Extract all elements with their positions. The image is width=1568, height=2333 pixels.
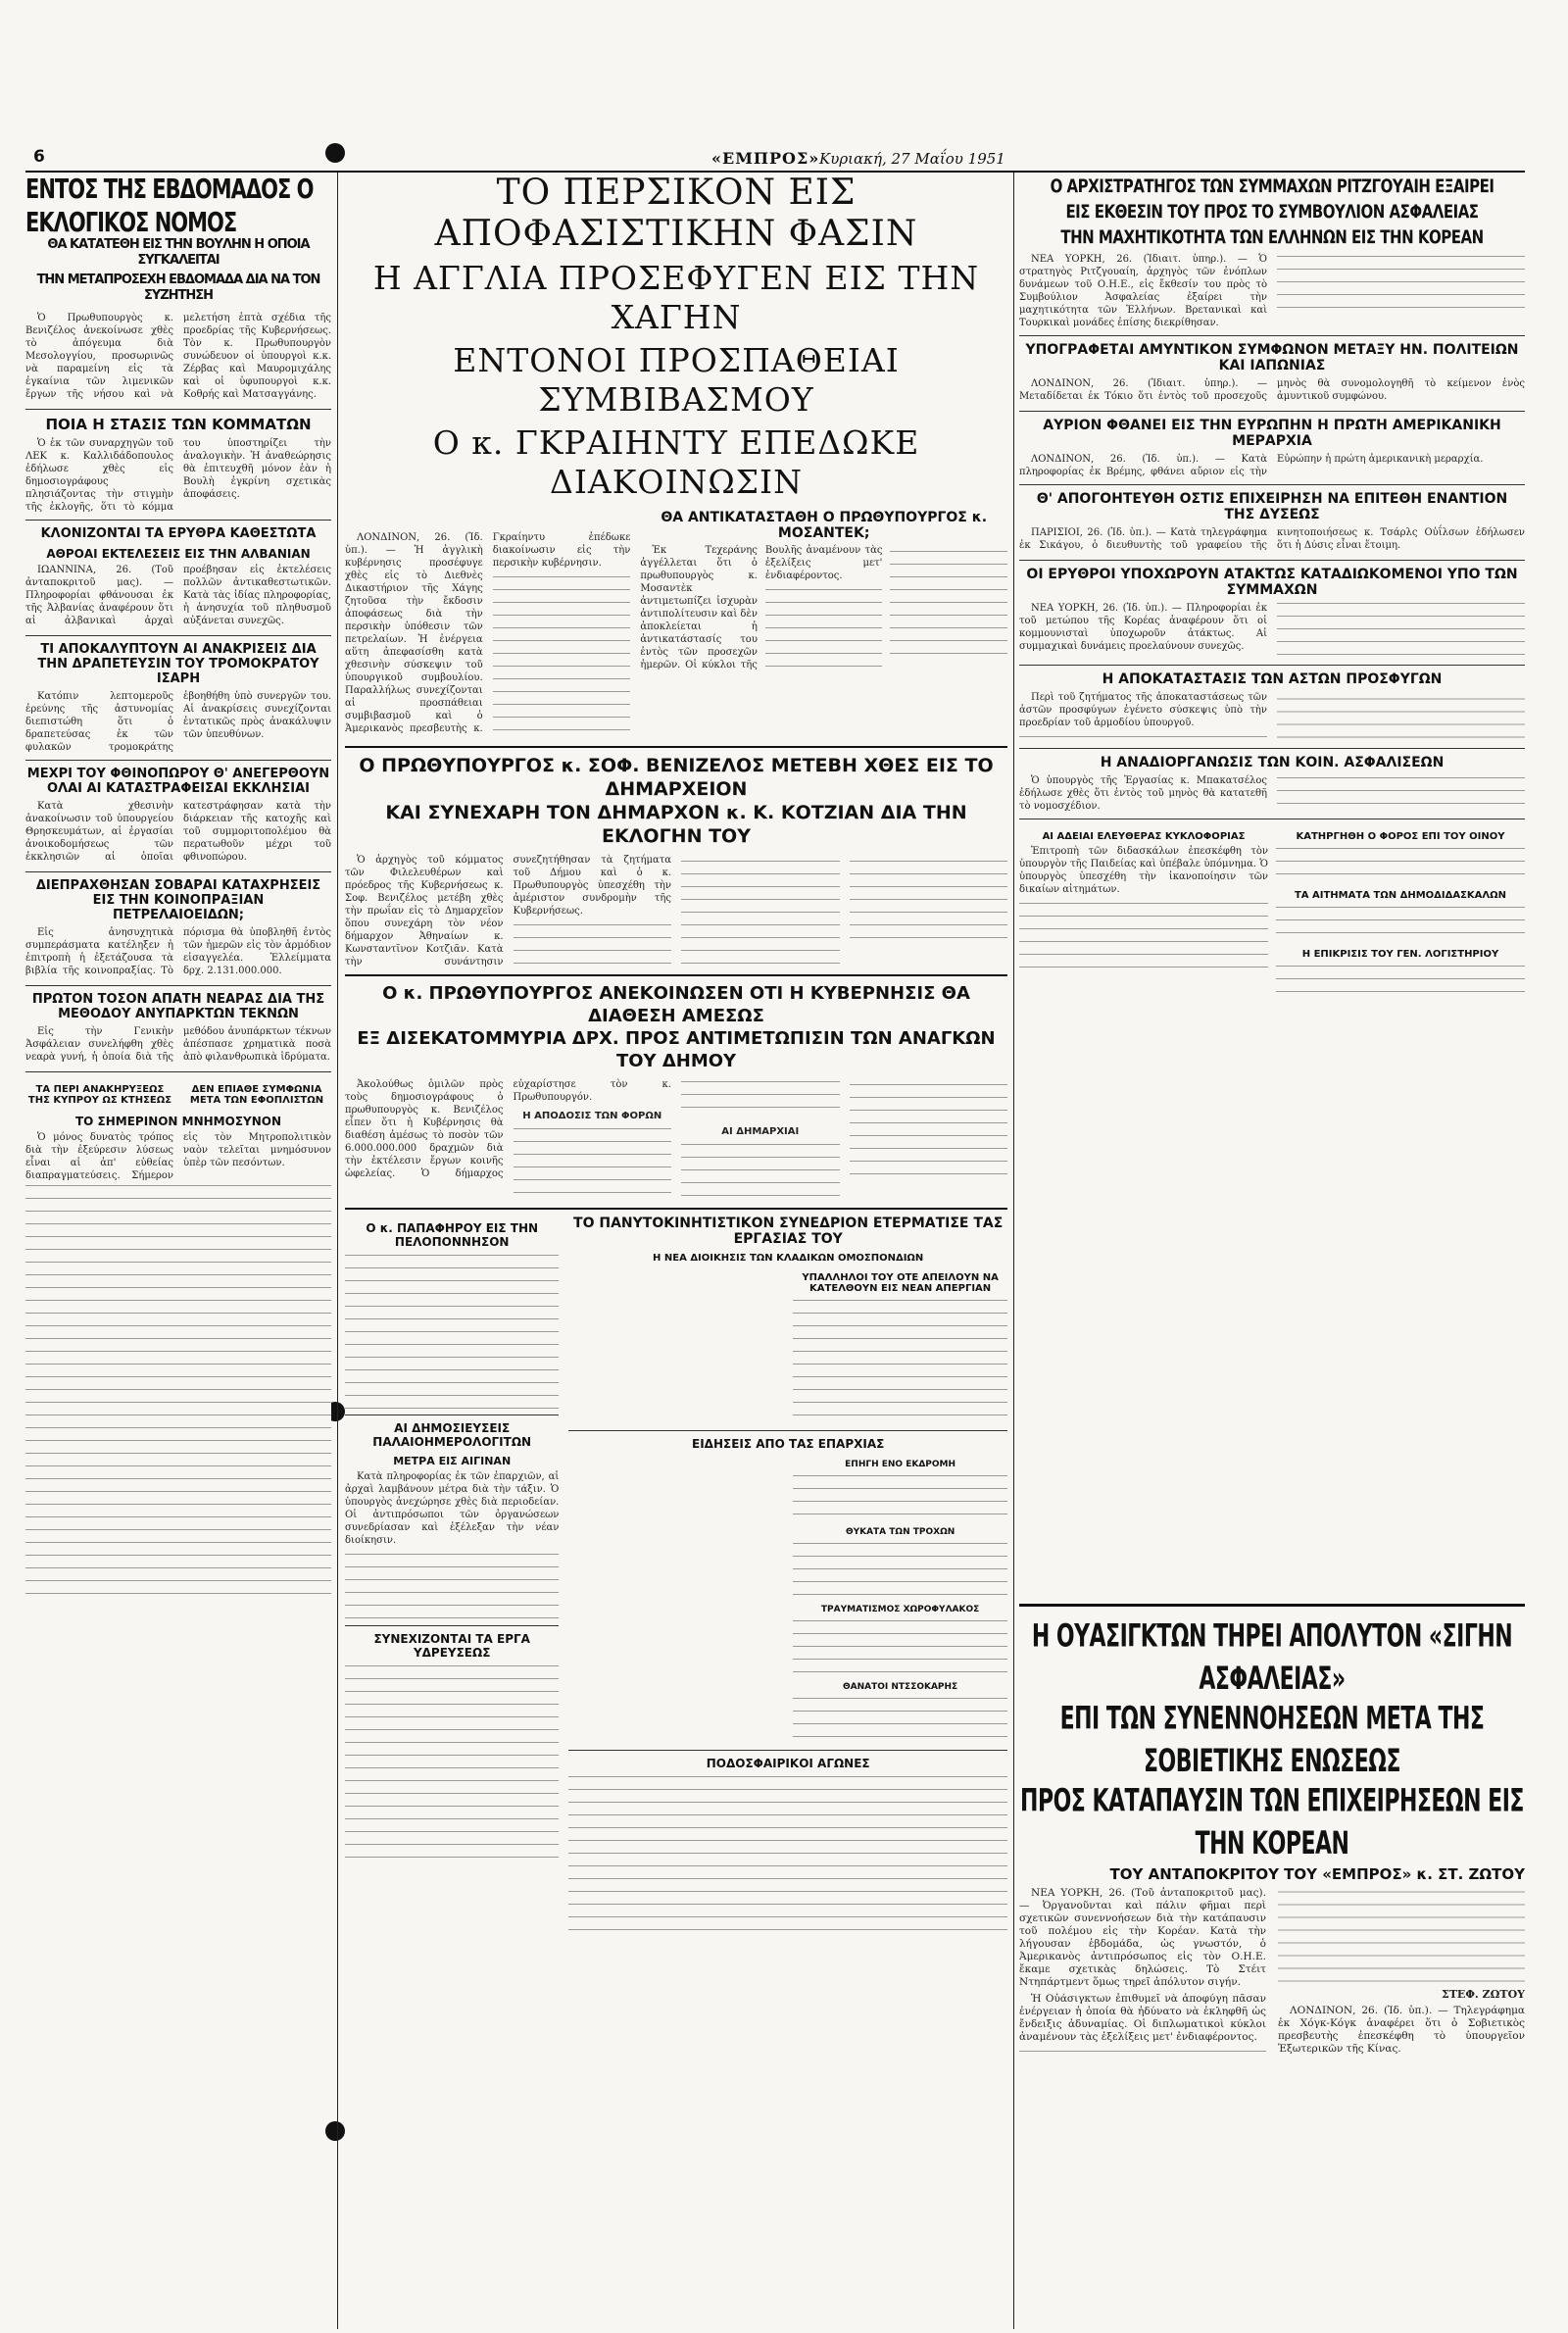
article-paragraph: Περὶ τοῦ ζητήματος τῆς ἀποκαταστάσεως τῶν ἀστῶν προσφύγων ἐγένετο σύσκεψις ὑπὸ τὴν προεδρίαν τοῦ ἁρμοδίου ὑπουργοῦ. — [1019, 692, 1267, 728]
article-division-body — [1019, 453, 1525, 478]
headline-ridgway-l1: Ο ΑΡΧΙΣΤΡΑΤΗΓΟΣ ΤΩΝ ΣΥΜΜΑΧΩΝ ΡΙΤΖΓΟΥΑΙΗ ΕΞΑΙΡΕΙ — [1050, 174, 1494, 197]
subhead-new-administration: Η ΝΕΑ ΔΙΟΙΚΗΣΙΣ ΤΩΝ ΚΛΑΔΙΚΩΝ ΟΜΟΣΠΟΝΔΙΩΝ — [653, 1253, 924, 1264]
headline-electoral-law-l3: ΤΗΝ ΜΕΤΑΠΡΟΣΕΧΗ ΕΒΔΟΜΑΔΑ ΔΙΑ ΝΑ ΤΟΝ ΣΥΖΗΤΗΣΗ — [36, 273, 320, 303]
headline-grady-note: Ο κ. ΓΚΡΑΙΗΝΤΥ ΕΠΕΔΩΚΕ ΔΙΑΚΟΙΝΩΣΙΝ — [432, 423, 920, 501]
subhead-mossadegh: ΘΑ ΑΝΤΙΚΑΤΑΣΤΑΘΗ Ο ΠΡΩΘΥΠΟΥΡΓΟΣ κ. ΜΟΣΑΝΤΕΚ; — [661, 510, 988, 541]
subhead-us-division: ΑΥΡΙΟΝ ΦΘΑΝΕΙ ΕΙΣ ΤΗΝ ΕΥΡΩΠΗΝ Η ΠΡΩΤΗ ΑΜΕΡΙΚΑΝΙΚΗ ΜΕΡΑΡΧΙΑ — [1043, 418, 1501, 449]
headline-persian: ΤΟ ΠΕΡΣΙΚΟΝ ΕΙΣ ΑΠΟΦΑΣΙΣΤΙΚΗΝ ΦΑΣΙΝ — [434, 173, 918, 254]
article-albania-body — [25, 564, 331, 629]
text-columns-filler — [793, 1472, 1007, 1521]
article-paragraph: Κατὰ χθεσινὴν ἀνακοίνωσιν τοῦ ὑπουργείου Θρησκευμάτων, αἱ ἐργασίαι ἀνοικοδομήσεως τῶν ἐκκλησιῶν αἱ ὁποῖαι κατεστράφησαν κατὰ τὴν διάρκειαν τῆς κατοχῆς καὶ τοῦ συμμοριτοπολέμου θὰ περατωθοῦν μέχρι τοῦ φθινοπώρου. — [25, 801, 331, 863]
subhead-social-insurance: Η ΑΝΑΔΙΟΡΓΑΝΩΣΙΣ ΤΩΝ ΚΟΙΝ. ΑΣΦΑΛΙΣΕΩΝ — [1100, 754, 1445, 770]
article-washington-body — [1019, 1887, 1525, 2060]
subhead-refugees: Η ΑΠΟΚΑΤΑΣΤΑΣΙΣ ΤΩΝ ΑΣΤΩΝ ΠΡΟΣΦΥΓΩΝ — [1102, 671, 1443, 687]
subhead-provinces-news: ΕΙΔΗΣΕΙΣ ΑΠΟ ΤΑΣ ΕΠΑΡΧΙΑΣ — [692, 1437, 885, 1451]
byline-zotos: ΤΟΥ ΑΝΤΑΠΟΚΡΙΤΟΥ ΤΟΥ «ΕΜΠΡΟΣ» κ. ΣΤ. ΖΩΤΟΥ — [1109, 1865, 1525, 1883]
article-paragraph: Ὁ ἀρχηγὸς τοῦ κόμματος τῶν Φιλελευθέρων καὶ πρόεδρος τῆς Κυβερνήσεως κ. Σοφ. Βενιζέλος μετέβη χθὲς τὴν πρωΐαν εἰς τὸ Δημαρχεῖον ὅπου συνεχάρη τὸν νέον δήμαρχον Ἀθηναίων κ. Κωνσταντῖνον Κοτζιᾶν. Κατὰ τὴν συνάντησιν συνεζητήθησαν τὰ ζητήματα τοῦ Δήμου καὶ ὁ κ. Πρωθυπουργὸς ὑπεσχέθη τὴν ἀμέριστον συνδρομὴν τῆς Κυβερνήσεως. — [345, 855, 671, 968]
subhead-west-attack: Θ' ΑΠΟΓΟΗΤΕΥΘΗ ΟΣΤΙΣ ΕΠΙΧΕΙΡΗΣΗ ΝΑ ΕΠΙΤΕΘΗ ΕΝΑΝΤΙΟΝ ΤΗΣ ΔΥΣΕΩΣ — [1036, 491, 1508, 522]
article-paragraph: Ὁ ὑπουργὸς τῆς Ἐργασίας κ. Μπακατσέλος ἐδήλωσε χθὲς ὅτι ἐντὸς τοῦ μηνὸς θὰ κατατεθῆ τὸ νομοσχέδιον. — [1019, 774, 1267, 812]
article-electoral-law-body — [25, 312, 331, 403]
text-columns-filler — [793, 1617, 1007, 1676]
article-paragraph: ΛΟΝΔΙΝΟΝ, 26. (Ἰδ. ὑπ.). — Ἡ ἀγγλικὴ κυβέρνησις προσέφυγε χθὲς εἰς τὸ Διεθνὲς Δικαστήριον τῆς Χάγης ζητοῦσα τὴν ἔκδοσιν ἀποφάσεως διὰ τὴν περσικὴν ὑπόθεσιν τῶν πετρελαίων. Ἡ ἐνέργεια αὕτη ἀπεφασίσθη κατὰ χθεσινὴν σύσκεψιν τοῦ ὑπουργικοῦ συμβουλίου. Παραλλήλως συνεχίζονται αἱ προσπάθειαι συμβιβασμοῦ καὶ ὁ Ἀμερικανὸς πρεσβευτὴς κ. Γκραίηντυ ἐπέδωκε διακοίνωσιν εἰς τὴν περσικὴν κυβέρνησιν. — [345, 532, 631, 734]
article-paragraph: ΛΟΝΔΙΝΟΝ, 26. (Ἰδ. ὑπ.). — Τηλεγράφημα ἐκ Χόγκ-Κόγκ ἀναφέρει ὅτι ὁ Σοβιετικὸς πρεσβευτὴς ἐπεσκέφθη τὸ ὑπουργεῖον Ἐξωτερικῶν τῆς Κίνας. — [1278, 2004, 1525, 2055]
subhead-japan-pact: ΥΠΟΓΡΑΦΕΤΑΙ ΑΜΥΝΤΙΚΟΝ ΣΥΜΦΩΝΟΝ ΜΕΤΑΞΥ ΗΝ. ΠΟΛΙΤΕΙΩΝ ΚΑΙ ΙΑΠΩΝΙΑΣ — [1025, 342, 1519, 373]
text-columns-filler — [345, 1252, 559, 1409]
article-paragraph: Ἐκ Τεχεράνης ἀγγέλλεται ὅτι ὁ πρωθυπουργὸς κ. Μοσαντὲκ ἀντιμετωπίζει ἰσχυρὰν ἀντιπολίτευσιν καὶ δὲν ἀποκλείεται ἡ ἀντικατάστασίς του ἐντὸς τῶν προσεχῶν ἡμερῶν. Οἱ κύκλοι τῆς Βουλῆς ἀναμένουν τὰς ἐξελίξεις μετ' ἐνδιαφέροντος. — [640, 545, 883, 670]
headline-england-hague: Η ΑΓΓΛΙΑ ΠΡΟΣΕΦΥΓΕΝ ΕΙΣ ΤΗΝ ΧΑΓΗΝ — [372, 259, 980, 336]
article-japan-body — [1019, 377, 1525, 405]
headline-venizelos-town-hall-l2: ΚΑΙ ΣΥΝΕΧΑΡΗ ΤΟΝ ΔΗΜΑΡΧΟΝ κ. Κ. ΚΟΤΖΙΑΝ ΔΙΑ ΤΗΝ ΕΚΛΟΓΗΝ ΤΟΥ — [385, 802, 967, 847]
subhead-churches-rebuilt: ΜΕΧΡΙ ΤΟΥ ΦΘΙΝΟΠΩΡΟΥ Θ' ΑΝΕΓΕΡΘΟΥΝ ΟΛΑΙ ΑΙ ΚΑΤΑΣΤΡΑΦΕΙΣΑΙ ΕΚΚΛΗΣΙΑΙ — [26, 767, 330, 796]
text-columns-filler — [25, 1182, 331, 1594]
article-provinces-body — [345, 1470, 559, 1547]
article-west-body — [1019, 526, 1525, 554]
article-paragraph: ΙΩΑΝΝΙΝΑ, 26. (Τοῦ ἀνταποκριτοῦ μας). — Πληροφορίαι φθάνουσαι ἐκ τῆς Ἀλβανίας ἀναφέρουν ὅτι αἱ ἀλβανικαὶ ἀρχαὶ προέβησαν εἰς ἐκτελέσεις πολλῶν ἀντικαθεστωτικῶν. Κατὰ τὰς ἰδίας πληροφορίας, ἡ ἀνησυχία τοῦ πληθυσμοῦ αὐξάνεται συνεχῶς. — [25, 565, 331, 626]
article-churches-body — [25, 800, 331, 866]
text-columns-filler — [1276, 845, 1525, 884]
text-columns-filler — [493, 573, 631, 740]
text-columns-filler — [345, 1551, 559, 1619]
subhead-deaths: ΘΑΝΑΤΟΙ ΝΤΣΣΟΚΑΡΗΣ — [842, 1682, 958, 1692]
text-columns-filler — [568, 1773, 1007, 1940]
right-column — [1019, 173, 1525, 1604]
headline-six-billion-l2: ΕΞ ΔΙΣΕΚΑΤΟΜΜΥΡΙΑ ΔΡΧ. ΠΡΟΣ ΑΝΤΙΜΕΤΩΠΙΣΙΝ ΤΩΝ ΑΝΑΓΚΩΝ ΤΟΥ ΔΗΜΟΥ — [357, 1028, 996, 1071]
article-paragraph: Κατόπιν λεπτομεροῦς ἐρεύνης τῆς ἀστυνομίας διεπιστώθη ὅτι ὁ δραπετεύσας ἐκ τῶν φυλακῶν τρομοκράτης ἐβοηθήθη ὑπὸ συνεργῶν του. Αἱ ἀνακρίσεις συνεχίζονται ἐντατικῶς πρὸς ἀνακάλυψιν τῶν ὑπευθύνων. — [25, 691, 331, 753]
signature-zotos: ΣΤΕΦ. ΖΩΤΟΥ — [1441, 1987, 1525, 2001]
article-paragraph: ΠΑΡΙΣΙΟΙ, 26. (Ἰδ. ὑπ.). — Κατὰ τηλεγράφημα ἐκ Σικάγου, ὁ διευθυντὴς τοῦ γραφείου τῆς κινητοποιήσεως κ. Τσάρλς Οὐΐλσων ἐδήλωσεν ὅτι ἡ Δύσις εἶναι ἕτοιμη. — [1019, 527, 1525, 551]
headline-venizelos-town-hall-l1: Ο ΠΡΩΘΥΠΟΥΡΓΟΣ κ. ΣΟΦ. ΒΕΝΙΖΕΛΟΣ ΜΕΤΕΒΗ ΧΘΕΣ ΕΙΣ ΤΟ ΔΗΜΑΡΧΕΙΟΝ — [359, 755, 994, 800]
subhead-petroleum-abuses: ΔΙΕΠΡΑΧΘΗΣΑΝ ΣΟΒΑΡΑΙ ΚΑΤΑΧΡΗΣΕΙΣ ΕΙΣ ΤΗΝ ΚΟΙΝΟΠΡΑΞΙΑΝ ΠΕΤΡΕΛΑΙΟΕΙΔΩΝ; — [35, 878, 321, 922]
article-six-billion-body — [345, 1078, 1007, 1202]
page-number: 6 — [33, 147, 45, 167]
center-column — [345, 173, 1007, 2329]
subhead-albania-executions: ΑΘΡΟΑΙ ΕΚΤΕΛΕΣΕΙΣ ΕΙΣ ΤΗΝ ΑΛΒΑΝΙΑΝ — [46, 547, 311, 561]
article-paragraph: Ὁ μόνος δυνατὸς τρόπος διὰ τὴν ἐξεύρεσιν λύσεως εἶναι αἱ ἀπ' εὐθείας διαπραγματεύσεις. Σήμερον εἰς τὸν Μητροπολιτικὸν ναὸν τελεῖται μνημόσυνον ὑπὲρ τῶν πεσόντων. — [25, 1132, 331, 1181]
article-memorial-body — [25, 1131, 331, 1182]
subhead-shipowners: ΔΕΝ ΕΠΙΑΘΕ ΣΥΜΦΩΝΙΑ ΜΕΤΑ ΤΩΝ ΕΦΟΠΛΙΣΤΩΝ — [189, 1084, 324, 1106]
article-teachers-body — [1019, 845, 1268, 896]
subhead-water-works: ΣΥΝΕΧΙΖΟΝΤΑΙ ΤΑ ΕΡΓΑ ΥΔΡΕΥΣΕΩΣ — [373, 1632, 530, 1660]
headline-ridgway-l3: ΤΗΝ ΜΑΧΗΤΙΚΟΤΗΤΑ ΤΩΝ ΕΛΛΗΝΩΝ ΕΙΣ ΤΗΝ ΚΟΡΕΑΝ — [1060, 225, 1484, 248]
left-column — [25, 173, 331, 2319]
subhead-memorial: ΤΟ ΣΗΜΕΡΙΝΟΝ ΜΝΗΜΟΣΥΝΟΝ — [74, 1115, 281, 1128]
subhead-cyprus: ΤΑ ΠΕΡΙ ΑΝΑΚΗΡΥΞΕΩΣ ΤΗΣ ΚΥΠΡΟΥ ΩΣ ΚΤΗΣΕΩΣ — [27, 1084, 172, 1106]
subhead-tax-return: Η ΑΠΟΔΟΣΙΣ ΤΩΝ ΦΟΡΩΝ — [522, 1111, 662, 1121]
article-paragraph: ΝΕΑ ΥΟΡΚΗ, 26. (Τοῦ ἀνταποκριτοῦ μας). — Ὀργανοῦνται καὶ πάλιν φῆμαι περὶ σχετικῶν συνεννοήσεων διὰ τὴν κατάπαυσιν τοῦ πολέμου εἰς τὴν Κορέαν. Κατὰ τὴν λήγουσαν ἑβδομάδα, ὡς γνωστόν, ὁ Ἀμερικανὸς ἀντιπρόσωπος εἰς τὸν Ο.Η.Ε. ἔκαμε σχετικὰς δηλώσεις. Τὸ Στέιτ Ντηπάρτμεντ ὅμως τηρεῖ ἀπόλυτον σιγήν. — [1019, 1887, 1266, 1988]
subhead-excursion: ΕΠΗΓΗ ΕΝΟ ΕΚΔΡΟΜΗ — [845, 1460, 956, 1469]
subhead-papafirou: Ο κ. ΠΑΠΑΦΗΡΟΥ ΕΙΣ ΤΗΝ ΠΕΛΟΠΟΝΝΗΣΟΝ — [366, 1221, 539, 1249]
article-paragraph: ΝΕΑ ΥΟΡΚΗ, 26. (Ἰδ. ὑπ.). — Πληροφορίαι ἐκ τοῦ μετώπου τῆς Κορέας ἀναφέρουν ὅτι οἱ κομμουνισταὶ ὑποχωροῦν ἀτάκτως. Αἱ συμμαχικαὶ δυνάμεις προελαύνουν συνεχῶς. — [1019, 603, 1267, 652]
subhead-automobile-congress: ΤΟ ΠΑΝΥΤΟΚΙΝΗΤΙΣΤΙΚΟΝ ΣΥΝΕΔΡΙΟΝ ΕΤΕΡΜΑΤΙΣΕ ΤΑΣ ΕΡΓΑΣΙΑΣ ΤΟΥ — [573, 1216, 1004, 1247]
article-refugees-body — [1019, 691, 1525, 742]
article-paragraph: Ἐπιτροπὴ τῶν διδασκάλων ἐπεσκέφθη τὸν ὑπουργὸν τῆς Παιδείας καὶ ὑπέβαλε ὑπόμνημα. Ὁ ὑπουργὸς ὑπεσχέθη τὴν ἱκανοποίησιν τῶν δικαίων αἰτημάτων. — [1019, 845, 1268, 895]
article-petroleum-body — [25, 926, 331, 979]
subhead-teachers-demands: ΤΑ ΑΙΤΗΜΑΤΑ ΤΩΝ ΔΗΜΟΔΙΔΑΣΚΑΛΩΝ — [1294, 889, 1507, 901]
article-paragraph: Ἡ Οὐάσιγκτων ἐπιθυμεῖ νὰ ἀποφύγη πᾶσαν ἐνέργειαν ἡ ὁποία θὰ ἠδύνατο νὰ ἐκληφθῆ ὡς ἔνδειξις ἀδυναμίας. Οἱ διπλωματικοὶ κύκλοι ἀναμένουν τὰς ἐξελίξεις μετ' ἐνδιαφέροντος. — [1019, 1993, 1266, 2043]
headline-compromise: ΕΝΤΟΝΟΙ ΠΡΟΣΠΑΘΕΙΑΙ ΣΥΜΒΙΒΑΣΜΟΥ — [453, 341, 900, 419]
article-paragraph: Ὁ Πρωθυπουργὸς κ. Βενιζέλος ἀνεκοίνωσε χθὲς τὸ ἀπόγευμα διὰ Μεσολογγίου, προσωρινῶς νὰ παραμείνη εἰς τὰ ἐγκαίνια τῶν λιμενικῶν ἔργων τῆς νήσου καὶ νὰ μελετήση ἑπτὰ σχέδια τῆς προεδρίας τῆς Κυβερνήσεως. Τὸν κ. Πρωθυπουργὸν συνώδευον οἱ ὑπουργοὶ κ.κ. Ζέρβας καὶ Μαυρομιχάλης καὶ οἱ ὑφυπουργοὶ κ.κ. Κοθρής καὶ Ματσαγγάνης. — [25, 313, 331, 400]
headline-washington-l1: Η ΟΥΑΣΙΓΚΤΩΝ ΤΗΡΕΙ ΑΠΟΛΥΤΟΝ «ΣΙΓΗΝ ΑΣΦΑΛΕΙΑΣ» — [1031, 1618, 1513, 1698]
headline-electoral-law-l1: ΕΝΤΟΣ ΤΗΣ ΕΒΔΟΜΑΔΟΣ Ο ΕΚΛΟΓΙΚΟΣ ΝΟΜΟΣ — [25, 174, 314, 238]
headline-washington-l2: ΕΠΙ ΤΩΝ ΣΥΝΕΝΝΟΗΣΕΩΝ ΜΕΤΑ ΤΗΣ ΣΟΒΙΕΤΙΚΗΣ ΕΝΩΣΕΩΣ — [1059, 1701, 1485, 1780]
text-columns-filler — [345, 1663, 559, 1859]
subhead-football-matches: ΠΟΔΟΣΦΑΙΡΙΚΟΙ ΑΓΩΝΕΣ — [706, 1757, 870, 1770]
article-isari-body — [25, 690, 331, 754]
article-paragraph: Κατὰ πληροφορίας ἐκ τῶν ἐπαρχιῶν, αἱ ἀρχαὶ λαμβάνουν μέτρα διὰ τὴν τάξιν. Ὁ ὑπουργὸς ἀνεχώρησε χθὲς διὰ περιοδείαν. Οἱ ἀντιπρόσωποι τῶν ὀργανώσεων συνεδρίασαν καὶ ἐξέλεξαν τὴν νέαν διοίκησιν. — [345, 1471, 560, 1546]
article-retreat-body — [1019, 602, 1525, 659]
article-mossadegh-body — [640, 544, 1007, 671]
headline-washington-l3: ΠΡΟΣ ΚΑΤΑΠΑΥΣΙΝ ΤΩΝ ΕΠΙΧΕΙΡΗΣΕΩΝ ΕΙΣ ΤΗΝ ΚΟΡΕΑΝ — [1020, 1783, 1524, 1862]
subhead-wine-tax: ΚΑΤΗΡΓΗΘΗ Ο ΦΟΡΟΣ ΕΠΙ ΤΟΥ ΟΙΝΟΥ — [1296, 830, 1505, 842]
text-columns-filler — [1276, 904, 1525, 943]
subhead-red-regimes: ΚΛΟΝΙΖΟΝΤΑΙ ΤΑ ΕΡΥΘΡΑ ΚΑΘΕΣΤΩΤΑ — [40, 526, 317, 541]
subhead-old-calendarists: ΑΙ ΔΗΜΟΣΙΕΥΣΕΙΣ ΠΑΛΑΙΟΗΜΕΡΟΛΟΓΙΤΩΝ — [372, 1421, 532, 1449]
subhead-reds-retreat: ΟΙ ΕΡΥΘΡΟΙ ΥΠΟΧΩΡΟΥΝ ΑΤΑΚΤΩΣ ΚΑΤΑΔΙΩΚΟΜΕΝΟΙ ΥΠΟ ΤΩΝ ΣΥΜΜΑΧΩΝ — [1026, 567, 1518, 598]
subhead-aegina-measures: ΜΕΤΡΑ ΕΙΣ ΑΙΓΙΝΑΝ — [393, 1455, 512, 1467]
article-paragraph: ΛΟΝΔΙΝΟΝ, 26. (Ἰδ. ὑπ.). — Κατὰ πληροφορίας ἐκ Βρέμης, φθάνει αὔριον εἰς τὴν Εὐρώπην ἡ πρώτη ἀμερικανικὴ μεραρχία. — [1019, 454, 1484, 477]
issue-date: Κυριακή, 27 Μαΐου 1951 — [819, 150, 1005, 168]
subhead-fraud-children: ΠΡΩΤΟΝ ΤΟΣΟΝ ΑΠΑΤΗ ΝΕΑΡΑΣ ΔΙΑ ΤΗΣ ΜΕΘΟΔΟΥ ΑΝΥΠΑΡΚΤΩΝ ΤΕΚΝΩΝ — [31, 992, 325, 1021]
subhead-wheels-victim: ΘΥΚΑΤΑ ΤΩΝ ΤΡΟΧΩΝ — [845, 1527, 956, 1537]
text-columns-filler — [1277, 253, 1525, 312]
text-columns-filler — [1276, 963, 1525, 992]
article-paragraph: ΛΟΝΔΙΝΟΝ, 26. (Ἰδιαιτ. ὑπηρ.). — Μεταδίδεται ἐκ Τόκιο ὅτι ἐντὸς τοῦ προσεχοῦς μηνὸς θὰ συνομολογηθῆ τὸ κείμενον ἑνὸς ἀμυντικοῦ συμφώνου. — [1019, 378, 1525, 402]
article-fraud-body — [25, 1025, 331, 1066]
subhead-gendarme-injury: ΤΡΑΥΜΑΤΙΣΜΟΣ ΧΩΡΟΦΥΛΑΚΟΣ — [820, 1605, 980, 1614]
newspaper-page — [25, 0, 1525, 2333]
subhead-party-stance: ΠΟΙΑ Η ΣΤΑΣΙΣ ΤΩΝ ΚΟΜΜΑΤΩΝ — [45, 416, 312, 433]
text-columns-filler — [793, 1297, 1007, 1424]
headline-ridgway-l2: ΕΙΣ ΕΚΘΕΣΙΝ ΤΟΥ ΠΡΟΣ ΤΟ ΣΥΜΒΟΥΛΙΟΝ ΑΣΦΑΛΕΙΑΣ — [1065, 200, 1479, 223]
article-paragraph: Εἰς τὴν Γενικὴν Ἀσφάλειαν συνελήφθη χθὲς νεαρὰ γυνή, ἡ ὁποία διὰ τῆς μεθόδου ἀνυπάρκτων τέκνων ἀπέσπασε χρηματικὰ ποσὰ ἀπὸ φιλανθρωπικὰ ἱδρύματα. — [25, 1026, 331, 1063]
subhead-accounting-office: Η ΕΠΙΚΡΙΣΙΣ ΤΟΥ ΓΕΝ. ΛΟΓΙΣΤΗΡΙΟΥ — [1301, 948, 1499, 960]
newspaper-name: «ΕΜΠΡΟΣ» — [711, 149, 820, 168]
text-columns-filler — [1019, 900, 1268, 968]
article-persian-body — [345, 508, 630, 740]
subhead-ote-strike: ΥΠΑΛΛΗΛΟΙ ΤΟΥ ΟΤΕ ΑΠΕΙΛΟΥΝ ΝΑ ΚΑΤΕΛΘΟΥΝ ΕΙΣ ΝΕΑΝ ΑΠΕΡΓΙΑΝ — [802, 1272, 999, 1294]
article-paragraph: ΝΕΑ ΥΟΡΚΗ, 26. (Ἰδιαιτ. ὑπηρ.). — Ὁ στρατηγὸς Ριτζγουαίη, ἀρχηγὸς τῶν ἐνόπλων δυνάμεων τοῦ Ο.Η.Ε., εἰς ἔκθεσίν του πρὸς τὸ Συμβούλιον Ἀσφαλείας ἐξαίρει τὴν μαχητικότητα τῶν Ἑλλήνων. Βρετανικαὶ καὶ Τουρκικαὶ μονάδες ἐπίσης διεκρίθησαν. — [1019, 254, 1267, 328]
text-columns-filler — [793, 1695, 1007, 1744]
article-party-stance-body — [25, 437, 331, 514]
article-paragraph: Ὁ ἐκ τῶν συναρχηγῶν τοῦ ΛΕΚ κ. Καλλιδάδοπουλος ἐδήλωσε χθὲς εἰς δημοσιογράφους πλησιάζοντας τὴν στιγμὴν τῆς ἐκλογῆς, ὅτι τὸ κόμμα του ὑποστηρίζει τὴν ἀναλογικὴν. Ἡ ἀναθεώρησις θὰ ἐπιτευχθῆ μόνον ἐὰν ἡ Βουλὴ ἐγκρίνη σχετικὰς ἀποφάσεις. — [25, 438, 331, 513]
article-insurance-body — [1019, 774, 1525, 813]
article-paragraph: Ἀκολούθως ὁμιλῶν πρὸς τοὺς δημοσιογράφους ὁ πρωθυπουργὸς κ. Βενιζέλος εἶπεν ὅτι ἡ Κυβέρνησις θὰ διαθέση ἀμέσως τὸ ποσὸν τῶν 6.000.000.000 δραχμῶν διὰ τὴν ἐκτέλεσιν ἔργων κοινῆς ὠφελείας. Ὁ δήμαρχος εὐχαρίστησε τὸν κ. Πρωθυπουργόν. — [345, 1079, 671, 1179]
subhead-isari-escape: ΤΙ ΑΠΟΚΑΛΥΠΤΟΥΝ ΑΙ ΑΝΑΚΡΙΣΕΙΣ ΔΙΑ ΤΗΝ ΔΡΑΠΕΤΕΥΣΙΝ ΤΟΥ ΤΡΟΜΟΚΡΑΤΟΥ ΙΣΑΡΗ — [37, 642, 319, 686]
article-paragraph: Εἰς ἀνησυχητικὰ συμπεράσματα κατέληξεν ἡ ἐπιτροπὴ ἡ ἐξετάζουσα τὰ βιβλία τῆς κοινοπραξίας. Τὸ πόρισμα θὰ ὑποβληθῆ ἐντὸς τῶν ἡμερῶν εἰς τὸν ἁρμόδιον εἰσαγγελέα. Ἐλλείμματα δρχ. 2.131.000.000. — [25, 927, 331, 976]
article-town-hall-body — [345, 854, 1007, 968]
headline-six-billion-l1: Ο κ. ΠΡΩΘΥΠΟΥΡΓΟΣ ΑΝΕΚΟΙΝΩΣΕΝ ΟΤΙ Η ΚΥΒΕΡΝΗΣΙΣ ΘΑ ΔΙΑΘΕΣΗ ΑΜΕΣΩΣ — [382, 983, 970, 1026]
subhead-traffic-permits: ΑΙ ΑΔΕΙΑΙ ΕΛΕΥΘΕΡΑΣ ΚΥΚΛΟΦΟΡΙΑΣ — [1042, 830, 1246, 842]
masthead — [25, 147, 1525, 173]
article-ridgway-body — [1019, 253, 1525, 329]
text-columns-filler — [1277, 774, 1525, 804]
subhead-mayoralties: ΑΙ ΔΗΜΑΡΧΙΑΙ — [721, 1126, 800, 1137]
headline-electoral-law-l2: ΘΑ ΚΑΤΑΤΕΘΗ ΕΙΣ ΤΗΝ ΒΟΥΛΗΝ Η ΟΠΟΙΑ ΣΥΓΚΑΛΕΙΤΑΙ — [47, 237, 310, 268]
text-columns-filler — [793, 1540, 1007, 1599]
article-washington-silence — [1019, 1604, 1525, 2332]
